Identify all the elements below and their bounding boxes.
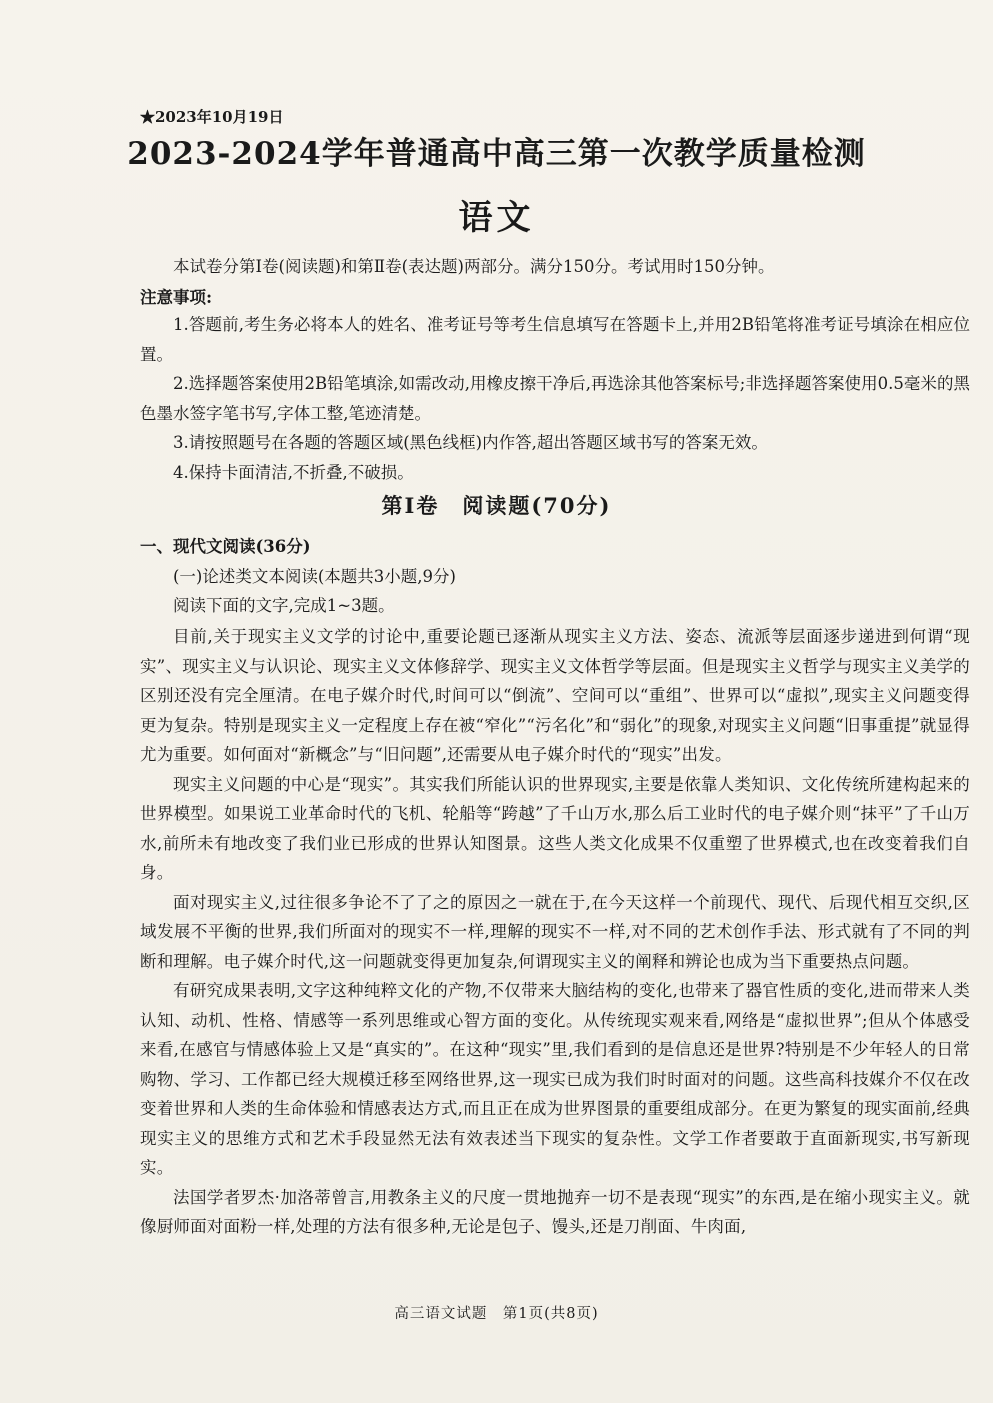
part1-subheading: (一)论述类文本阅读(本题共3小题,9分)	[173, 566, 456, 586]
exam-intro: 本试卷分第Ⅰ卷(阅读题)和第Ⅱ卷(表达题)两部分。满分150分。考试用时150分钟。	[173, 257, 775, 276]
section-title: 第Ⅰ卷 阅读题(70分)	[381, 493, 612, 518]
page-footer: 高三语文试题 第1页(共8页)	[394, 1306, 599, 1322]
exam-date: ★2023年10月19日	[140, 108, 284, 126]
part1-instruction: 阅读下面的文字,完成1~3题。	[173, 596, 395, 615]
passage-paragraph: 法国学者罗杰·加洛蒂曾言,用教条主义的尺度一贯地抛弃一切不是表现“现实”的东西,是在缩小现实主义。就像厨师面对面粉一样,处理的方法有很多种,无论是包子、馒头,还是刀削面、牛肉面,	[140, 1187, 970, 1236]
exam-subject: 语文	[458, 198, 535, 238]
notice-item: 4.保持卡面清洁,不折叠,不破损。	[173, 462, 414, 482]
notice-item: 2.选择题答案使用2B铅笔填涂,如需改动,用橡皮擦干净后,再选涂其他答案标号;非选择题答案使用0.5毫米的黑色墨水签字笔书写,字体工整,笔迹清楚。	[140, 374, 970, 423]
notice-item: 3.请按照题号在各题的答题区域(黑色线框)内作答,超出答题区域书写的答案无效。	[173, 433, 768, 452]
notice-item: 1.答题前,考生务必将本人的姓名、准考证号等考生信息填写在答题卡上,并用2B铅笔将准考证号填涂在相应位置。	[140, 315, 970, 364]
part1-heading: 一、现代文阅读(36分)	[140, 537, 311, 556]
passage-paragraph: 现实主义问题的中心是“现实”。其实我们所能认识的世界现实,主要是依靠人类知识、文化传统所建构起来的世界模型。如果说工业革命时代的飞机、轮船等“跨越”了千山万水,那么后工业时代的电子媒介则“抹平”了千山万水,前所未有地改变了我们业已形成的世界认知图景。这些人类文化成果不仅重塑了世界模式,也在改变着我们自身。	[140, 774, 970, 882]
notice-list	[140, 310, 970, 487]
passage-paragraph: 目前,关于现实主义文学的讨论中,重要论题已逐渐从现实主义方法、姿态、流派等层面逐步递进到何谓“现实”、现实主义与认识论、现实主义文体修辞学、现实主义文体哲学等层面。但是现实主义哲学与现实主义美学的区别还没有完全厘清。在电子媒介时代,时间可以“倒流”、空间可以“重组”、世界可以“虚拟”,现实主义问题变得更为复杂。特别是现实主义一定程度上存在被“窄化”“污名化”和“弱化”的现象,对现实主义问题“旧事重提”就显得尤为重要。如何面对“新概念”与“旧问题”,还需要从电子媒介时代的“现实”出发。	[140, 627, 970, 764]
part1-header	[140, 532, 970, 621]
notice-heading: 注意事项:	[140, 288, 213, 307]
passage-paragraph: 面对现实主义,过往很多争论不了了之的原因之一就在于,在今天这样一个前现代、现代、后现代相互交织,区域发展不平衡的世界,我们所面对的现实不一样,理解的现实不一样,对不同的艺术创作手法、形式就有了不同的判断和理解。电子媒介时代,这一问题就变得更加复杂,何谓现实主义的阐释和辨论也成为当下重要热点问题。	[140, 892, 970, 971]
reading-passage	[140, 622, 970, 1242]
exam-title: 2023-2024学年普通高中高三第一次教学质量检测	[127, 136, 866, 172]
passage-paragraph: 有研究成果表明,文字这种纯粹文化的产物,不仅带来大脑结构的变化,也带来了器官性质的变化,进而带来人类认知、动机、性格、情感等一系列思维或心智方面的变化。从传统现实观来看,网络是“虚拟世界”;但从个体感受来看,在感官与情感体验上又是“真实的”。在这种“现实”里,我们看到的是信息还是世界?特别是不少年轻人的日常购物、学习、工作都已经大规模迁移至网络世界,这一现实已成为我们时时面对的问题。这些高科技媒介不仅在改变着世界和人类的生命体验和情感表达方式,而且正在成为世界图景的重要组成部分。在更为繁复的现实面前,经典现实主义的思维方式和艺术手段显然无法有效表述当下现实的复杂性。文学工作者要敢于直面新现实,书写新现实。	[140, 981, 970, 1177]
